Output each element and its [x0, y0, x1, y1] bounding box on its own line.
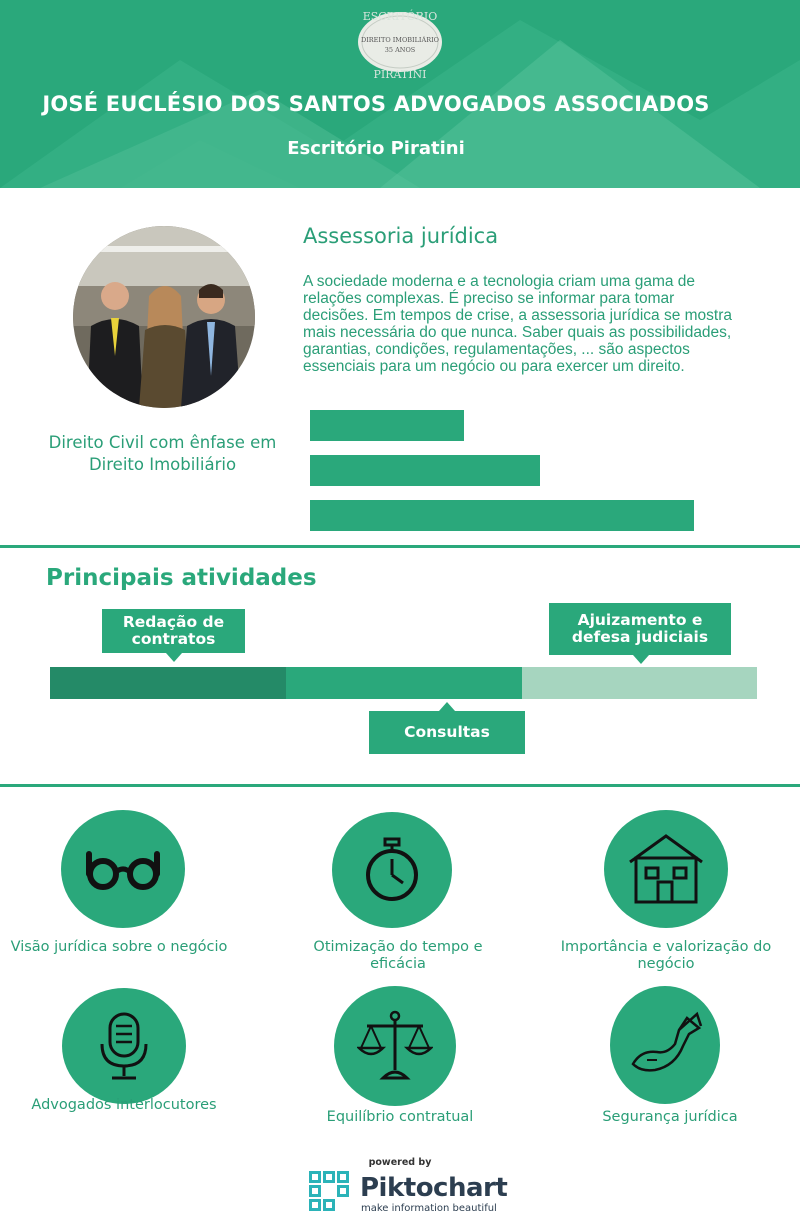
- feature-label-5: Equilíbrio contratual: [326, 1109, 474, 1125]
- section-divider: [0, 545, 800, 548]
- bar-3: [310, 500, 694, 531]
- feature-circle-6: [610, 986, 720, 1104]
- dove-icon: [627, 1010, 703, 1080]
- callout-label: Ajuizamento e defesa judiciais: [571, 611, 709, 646]
- header-banner: [0, 0, 800, 188]
- section-title-activities: Principais atividades: [46, 565, 317, 591]
- section-title-assessoria: Assessoria jurídica: [303, 224, 499, 248]
- callout-redacao: [102, 609, 245, 653]
- feature-circle-4: [62, 988, 186, 1104]
- feature-circle-3: [604, 810, 728, 928]
- feature-circle-2: [332, 812, 452, 928]
- svg-text:PIRATINI: PIRATINI: [373, 68, 427, 80]
- feature-label-6: Segurança jurídica: [602, 1109, 738, 1125]
- section-divider: [0, 784, 800, 787]
- feature-label-4: Advogados interlocutores: [31, 1097, 217, 1113]
- callout-label: Consultas: [404, 723, 490, 741]
- photo-caption: Direito Civil com ênfase em Direito Imobiliário: [48, 433, 277, 474]
- timeline-segment-2: [286, 667, 522, 699]
- bar-2: [310, 455, 540, 486]
- feature-label-1: Visão jurídica sobre o negócio: [10, 939, 228, 955]
- callout-label: Redação de contratos: [122, 613, 225, 648]
- svg-text:ESCRITÓRIO: ESCRITÓRIO: [362, 10, 438, 23]
- house-icon: [626, 832, 706, 906]
- glasses-icon: [83, 844, 163, 894]
- feature-circle-5: [334, 986, 456, 1106]
- piktochart-brand[interactable]: Piktochart: [360, 1173, 508, 1203]
- svg-text:35 ANOS: 35 ANOS: [384, 46, 416, 54]
- page-title: JOSÉ EUCLÉSIO DOS SANTOS ADVOGADOS ASSOCIADOS: [42, 92, 710, 116]
- piktochart-tagline: make information beautiful: [361, 1203, 497, 1214]
- page-subtitle: Escritório Piratini: [287, 138, 465, 159]
- timeline-segment-3: [522, 667, 757, 699]
- piktochart-logo-icon[interactable]: [309, 1171, 353, 1215]
- callout-ajuizamento: [549, 603, 731, 655]
- stopwatch-icon: [357, 835, 427, 905]
- section-body-text: A sociedade moderna e a tecnologia criam uma gama de relações complexas. É preciso se informar para tomar decisões. Em tempos de crise, a assessoria jurídica se mostra mais necessária do que nunca. Saber quais as possibilidades, garantias, condições, regulamentações, ... são aspectos essenciais para um negócio ou para exercer um direito.: [303, 273, 733, 375]
- team-photo: [73, 226, 255, 408]
- feature-label-2: Otimização do tempo e eficácia: [313, 939, 483, 972]
- powered-by-label: powered by: [368, 1157, 432, 1168]
- bar-1: [310, 410, 464, 441]
- scales-icon: [357, 1008, 433, 1084]
- office-logo: [330, 0, 470, 80]
- timeline-segment-1: [50, 667, 286, 699]
- microphone-icon: [94, 1010, 154, 1082]
- callout-consultas: [369, 711, 525, 754]
- feature-circle-1: [61, 810, 185, 928]
- feature-label-3: Importância e valorização do negócio: [560, 939, 772, 972]
- svg-text:DIREITO IMOBILIÁRIO: DIREITO IMOBILIÁRIO: [361, 36, 439, 44]
